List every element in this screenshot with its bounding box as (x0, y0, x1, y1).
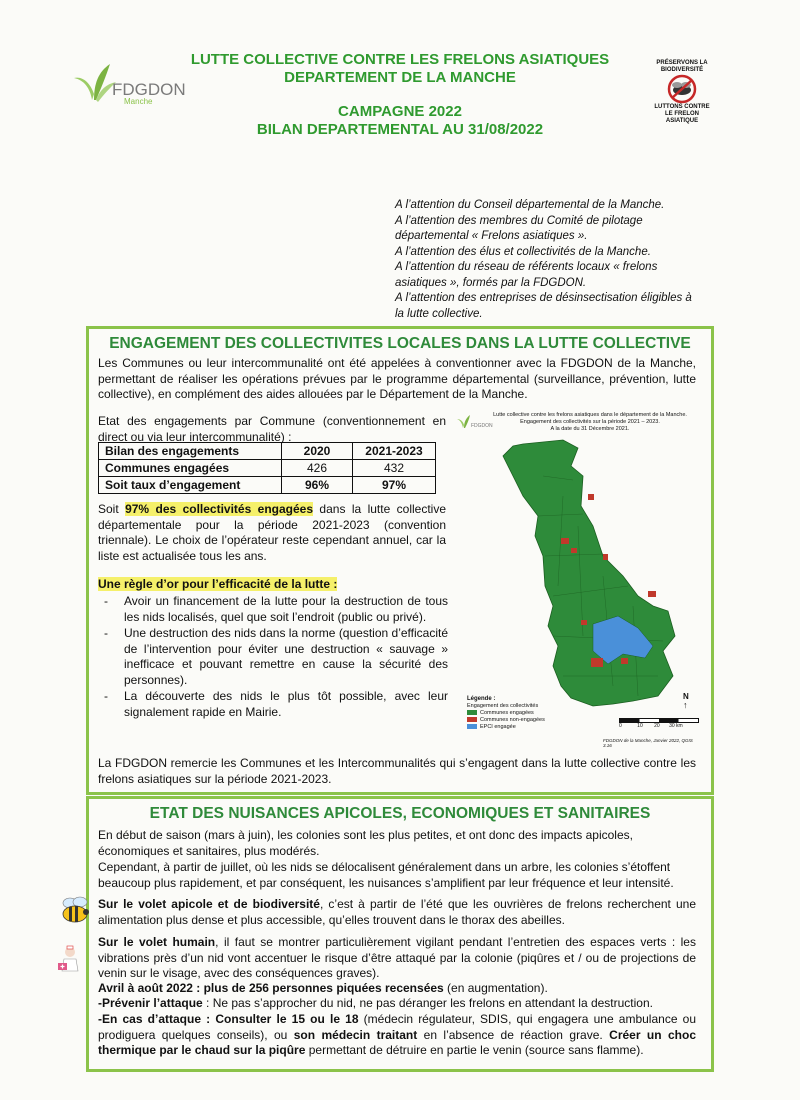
svg-text:FDGDON: FDGDON (471, 423, 493, 429)
legend-title: Légende : (467, 696, 496, 702)
scale-tick: 30 km (669, 723, 683, 729)
attack-text: permettant de détruire en partie le venin (source sans flamme). (305, 1043, 644, 1057)
nuisances-summer: Cependant, à partir de juillet, où les nids se délocalisent généralement dans un arbre, les colonies s’étoffent beaucoup plus rapidement, et par conséquent, les nuisances s’amplifient par leur fréquence et leur intensité. (98, 860, 674, 890)
scale-tick: 10 (637, 723, 643, 729)
legend-item (467, 717, 545, 724)
title-line-2: DEPARTEMENT DE LA MANCHE (284, 69, 516, 86)
map-legend (467, 696, 545, 731)
attention-item: A l’attention des membres du Comité de pilotage départemental « Frelons asiatiques ». (395, 214, 643, 242)
humain-paragraph (98, 935, 696, 982)
map-logo-icon (457, 414, 493, 430)
prevention-line (98, 996, 696, 1012)
scale-tick: 0 (619, 723, 622, 729)
apicole-label: Sur le volet apicole et de biodiversité (98, 897, 320, 911)
summary-text: dans la lutte collective départementale pour la période 2021-2023 (convention triennale). Le choix de l’opérateur reste cependant annuel, car la liste est actualisée tous les ans. (98, 502, 447, 563)
map-caption (483, 412, 697, 433)
summary-text: Soit (98, 502, 126, 516)
north-label: N (683, 692, 689, 701)
table-cell: Communes engagées (99, 460, 282, 477)
table-header-cell: 2020 (282, 443, 353, 460)
humain-label: Sur le volet humain (98, 935, 216, 949)
apicole-text: , c’est à partir de l’été que les ouvrières de frelons recherchent une alimentation plus dense et plus accessible, qu’elles trouvent dans le thorax des abeilles. (98, 897, 696, 927)
campaign-line-1: CAMPAGNE 2022 (338, 103, 462, 120)
engagement-summary (98, 502, 446, 564)
engagement-thanks: La FDGDON remercie les Communes et les Intercommunalités qui s’engagent dans la lutte collective contre les frelons asiatiques sur la période 2021-2023. (98, 756, 696, 786)
table-cell: 426 (282, 460, 353, 477)
list-item: - Une destruction des nids dans la norme (question d’efficacité de l’intervention pour éviter une destruction « sauvage » inefficace et pouvant remettre en cause la sécurité des personnes). (98, 626, 448, 688)
section-title: ETAT DES NUISANCES APICOLES, ECONOMIQUES ET SANITAIRES (149, 805, 651, 822)
campaign-badge (652, 58, 712, 124)
table-header-row (99, 443, 436, 460)
legend-swatch (467, 724, 477, 729)
nurse-icon (56, 945, 84, 973)
scale-tick: 20 (654, 723, 660, 729)
badge-bottom-text: LUTTONS CONTRE LE FRELON ASIATIQUE (654, 104, 710, 124)
avril-text: (en augmentation). (443, 981, 548, 995)
table-cell: Soit taux d’engagement (99, 477, 282, 494)
nuisances-intro: En début de saison (mars à juin), les colonies sont les plus petites, et ont donc des impacts apicoles, économiques et sanitaires, plus modérés. (98, 828, 633, 858)
map-caption-line: A la date du 31 Décembre 2021. (550, 426, 630, 432)
leaf-icon (72, 60, 116, 104)
hornet-prohibited-icon (666, 74, 698, 104)
attention-item: A l’attention des élus et collectivités de la Manche. (395, 245, 651, 258)
bee-icon (58, 895, 92, 925)
table-header-cell: Bilan des engagements (99, 443, 282, 460)
legend-item (467, 710, 545, 717)
table-row (99, 477, 436, 494)
table-cell: 432 (353, 460, 436, 477)
map-scale-bar (619, 718, 699, 729)
engagement-table (98, 442, 436, 494)
table-row (99, 460, 436, 477)
table-cell: 96% (282, 477, 353, 494)
attack-doctor: son médecin traitant (293, 1027, 418, 1042)
attention-item: A l’attention du Conseil départemental de la Manche. (395, 199, 665, 211)
attack-label: -En cas d’attaque : Consulter le 15 ou le 18 (98, 1012, 359, 1026)
legend-item (467, 724, 545, 731)
section-title: ENGAGEMENT DES COLLECTIVITES LOCALES DANS LA LUTTE COLLECTIVE (109, 335, 691, 352)
attention-list (395, 198, 700, 322)
engagement-status-label: Etat des engagements par Commune (conventionnement en direct ou via leur intercommunalité) : (98, 414, 446, 444)
list-item: - Avoir un financement de la lutte pour la destruction de tous les nids localisés, quel que soit l’endroit (public ou privé). (98, 594, 448, 625)
north-arrow-icon: N ↑ (683, 692, 689, 710)
avril-label: Avril à août 2022 : plus de 256 personnes piquées recensées (98, 981, 444, 995)
table-cell: 97% (353, 477, 436, 494)
golden-rule-list (98, 594, 448, 721)
attack-heat-shock: Créer un choc thermique par le chaud sur la piqûre (98, 1027, 696, 1057)
attack-text: (médecin régulateur, SDIS, qui engagera une ambulance ou prodiguera quelques conseils), ou (98, 1012, 697, 1042)
legend-subtitle: Engagement des collectivités (467, 703, 539, 709)
legend-label: Communes engagées (480, 710, 534, 716)
engagement-intro: Les Communes ou leur intercommunalité ont été appelées à conventionner avec la FDGDON de la Manche, permettant de réaliser les opérations prévues par le programme départemental (surveillance, prévention, lutte collective), en complément des aides allouées par le Département de la Manche. (98, 356, 696, 401)
document-title (160, 51, 640, 87)
attack-text: en l’absence de réaction grave. (417, 1027, 610, 1042)
apicole-paragraph (98, 897, 696, 928)
logo-text: FDGDON (112, 80, 186, 99)
map-caption-line: Lutte collective contre les frelons asiatiques dans le département de la Manche. (493, 412, 687, 418)
humain-text: , il faut se montrer particulièrement vigilant pendant l’entretien des espaces verts : les vibrations près d’un nid vont accentuer le risque d’être attaqué par la colonie (piqûres et / ou de projections de venin sur le visage, avec des conséquences graves). (98, 935, 696, 980)
attack-paragraph (98, 1012, 696, 1059)
list-item: - La découverte des nids le plus tôt possible, avec leur signalement rapide en Mairie. (98, 689, 448, 720)
prevention-label: -Prévenir l’attaque (98, 996, 203, 1010)
campaign-title (160, 103, 640, 139)
legend-swatch (467, 710, 477, 715)
attention-item: A l’attention du réseau de référents locaux « frelons asiatiques », formés par la FDGDON. (395, 261, 658, 289)
logo-subtext: Manche (124, 97, 153, 106)
golden-rule-heading (98, 577, 446, 593)
attention-item: A l’attention des entreprises de désinsectisation éligibles à la lutte collective. (395, 292, 692, 320)
map-credit: FDGDON de la Manche, Janvier 2022, QGIS 3.16 (603, 738, 693, 748)
map-caption-line: Engagement des collectivités sur la période 2021 – 2023. (520, 419, 660, 425)
title-line-1: LUTTE COLLECTIVE CONTRE LES FRELONS ASIATIQUES (190, 51, 610, 68)
badge-top-text: PRÉSERVONS LA BIODIVERSITÉ (656, 60, 708, 73)
prevention-text: : Ne pas s’approcher du nid, ne pas déranger les frelons en attendant la destruction. (202, 996, 653, 1010)
golden-rule-label: Une règle d’or pour l’efficacité de la lutte : (98, 577, 338, 591)
legend-swatch (467, 717, 477, 722)
summary-highlight: 97% des collectivités engagées (125, 502, 314, 516)
table-header-cell: 2021-2023 (353, 443, 436, 460)
campaign-line-2: BILAN DEPARTEMENTAL AU 31/08/2022 (256, 121, 544, 138)
legend-label: Communes non-engagées (480, 717, 545, 723)
engagement-map (453, 408, 699, 748)
avril-stat (98, 981, 696, 997)
legend-label: EPCI engagée (480, 724, 516, 730)
